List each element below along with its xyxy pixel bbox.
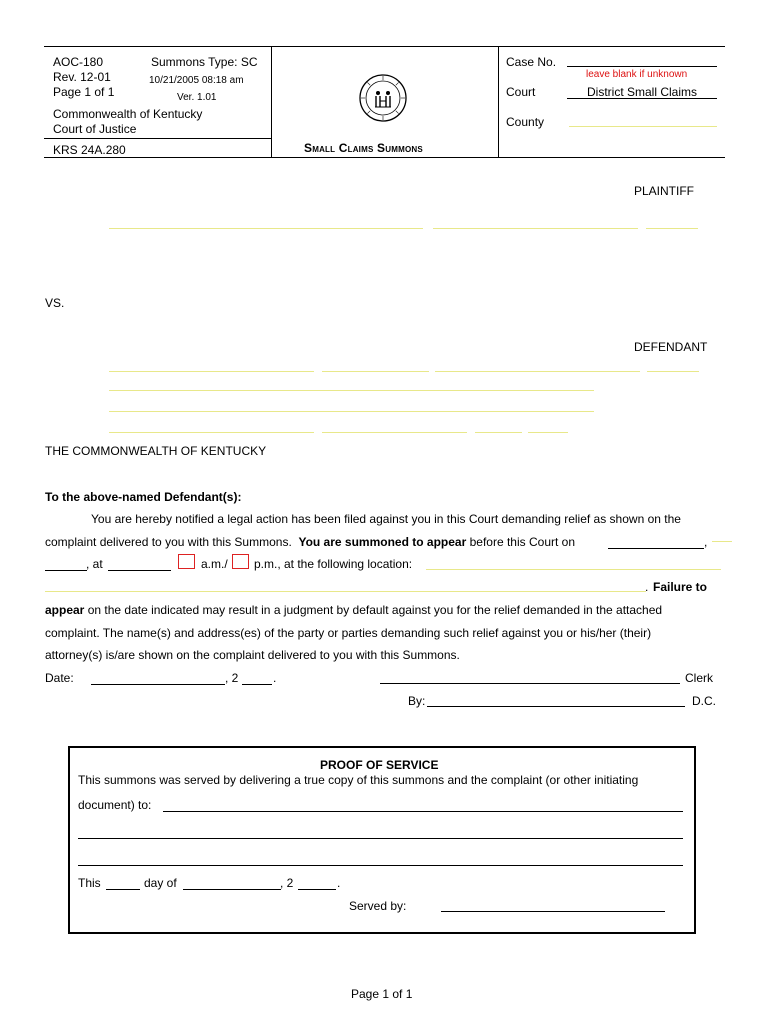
served-to-field-2[interactable] xyxy=(78,838,683,839)
form-revision: Rev. 12-01 xyxy=(53,70,111,84)
plaintiff-label: PLAINTIFF xyxy=(634,184,695,198)
header-left-rule xyxy=(44,138,271,139)
court-value: District Small Claims xyxy=(587,85,698,99)
served-to-field[interactable] xyxy=(163,811,683,812)
clerk-label: Clerk xyxy=(685,671,714,685)
court-field[interactable] xyxy=(567,98,717,99)
document-title: Small Claims Summons xyxy=(304,141,423,155)
header-bottom-rule xyxy=(44,157,725,158)
appear-time-field[interactable] xyxy=(108,570,171,571)
header-divider-right xyxy=(498,46,499,157)
header-top-rule xyxy=(44,46,725,47)
location-period: . xyxy=(645,580,649,594)
proof-day-field[interactable] xyxy=(106,889,140,890)
appear-bold: appear xyxy=(45,603,85,617)
court-label: Court xyxy=(506,85,536,99)
court-of-justice: Court of Justice xyxy=(53,122,137,136)
page-number: Page 1 of 1 xyxy=(351,987,413,1001)
plaintiff-name-field-2[interactable] xyxy=(433,228,638,229)
defendant-city-field[interactable] xyxy=(109,432,314,433)
case-no-hint: leave blank if unknown xyxy=(586,69,688,80)
served-to-field-3[interactable] xyxy=(78,865,683,866)
defendant-label: DEFENDANT xyxy=(634,340,708,354)
form-datetime: 10/21/2005 08:18 am xyxy=(149,75,244,86)
summons-type: Summons Type: SC xyxy=(151,55,258,69)
proof-line-1: This summons was served by delivering a true copy of this summons and the complaint (or other initiating xyxy=(78,773,639,787)
proof-year-field[interactable] xyxy=(298,889,336,890)
defendant-zip-field[interactable] xyxy=(475,432,522,433)
proof-year-prefix: , 2 xyxy=(280,876,294,890)
date-field[interactable] xyxy=(91,684,225,685)
failure-to: Failure to xyxy=(653,580,708,594)
defendant-state-field[interactable] xyxy=(322,432,467,433)
proof-year-period: . xyxy=(337,876,341,890)
appear-rest: on the date indicated may result in a judgment by default against you for the relief demanded in the attached xyxy=(87,603,663,617)
date-year-period: . xyxy=(273,671,277,685)
defendant-name-field-3[interactable] xyxy=(435,371,640,372)
defendant-name-field-4[interactable] xyxy=(647,371,699,372)
proof-day-of: day of xyxy=(144,876,177,890)
date-year-prefix: , 2 xyxy=(225,671,239,685)
location-field-2[interactable] xyxy=(45,591,646,592)
notice-line-2 xyxy=(45,535,575,549)
notice-line-2-end: before this Court on xyxy=(469,535,576,549)
clerk-signature-field[interactable] xyxy=(380,683,680,684)
defendant-zip-ext-field[interactable] xyxy=(528,432,568,433)
plaintiff-name-field-3[interactable] xyxy=(646,228,698,229)
date-year-field[interactable] xyxy=(242,684,272,685)
appear-line xyxy=(45,603,662,617)
served-by-field[interactable] xyxy=(441,911,665,912)
location-field[interactable] xyxy=(426,569,721,570)
by-label: By: xyxy=(408,694,426,708)
deputy-clerk-signature-field[interactable] xyxy=(427,706,685,707)
am-label: a.m./ xyxy=(201,557,228,571)
kentucky-seal-icon xyxy=(358,73,408,123)
statute-ref: KRS 24A.280 xyxy=(53,143,126,157)
proof-this-label: This xyxy=(78,876,101,890)
county-field[interactable] xyxy=(569,126,717,127)
defendant-address-field[interactable] xyxy=(109,390,594,391)
defendant-address-field-2[interactable] xyxy=(109,411,594,412)
commonwealth-heading: THE COMMONWEALTH OF KENTUCKY xyxy=(45,444,267,458)
time-at-label: , at xyxy=(86,557,103,571)
commonwealth-name: Commonwealth of Kentucky xyxy=(53,107,203,121)
form-id: AOC-180 xyxy=(53,55,104,69)
summoned-to-appear: You are summoned to appear xyxy=(298,535,467,549)
dc-label: D.C. xyxy=(692,694,716,708)
attorney-line: attorney(s) is/are shown on the complaint delivered to you with this Summons. xyxy=(45,648,460,662)
case-no-field[interactable] xyxy=(567,66,717,67)
addressee: To the above-named Defendant(s): xyxy=(45,490,242,504)
proof-title: PROOF OF SERVICE xyxy=(320,758,439,772)
appear-date-field[interactable] xyxy=(608,548,704,549)
proof-month-field[interactable] xyxy=(183,889,281,890)
county-label: County xyxy=(506,115,545,129)
plaintiff-name-field[interactable] xyxy=(109,228,423,229)
date-label: Date: xyxy=(45,671,74,685)
case-no-label: Case No. xyxy=(506,55,557,69)
am-checkbox[interactable] xyxy=(178,554,195,569)
defendant-name-field-2[interactable] xyxy=(322,371,429,372)
appear-day-field[interactable] xyxy=(45,570,87,571)
notice-line-2-start: complaint delivered to you with this Summons. xyxy=(45,535,292,549)
notice-line-1: You are hereby notified a legal action has been filed against you in this Court demanding relief as shown on the xyxy=(91,512,681,526)
form-version: Ver. 1.01 xyxy=(177,92,217,103)
vs-label: VS. xyxy=(45,296,65,310)
pm-label: p.m., at the following location: xyxy=(254,557,413,571)
appear-date-comma: , xyxy=(704,535,708,549)
pm-checkbox[interactable] xyxy=(232,554,249,569)
header-divider-left xyxy=(271,46,272,157)
appear-date-field-tail[interactable] xyxy=(712,541,732,542)
defendant-name-field[interactable] xyxy=(109,371,314,372)
form-page-of: Page 1 of 1 xyxy=(53,85,115,99)
complaint-line: complaint. The name(s) and address(es) of the party or parties demanding such relief against you or his/her (their) xyxy=(45,626,652,640)
served-by-label: Served by: xyxy=(349,899,407,913)
proof-line-2: document) to: xyxy=(78,798,152,812)
